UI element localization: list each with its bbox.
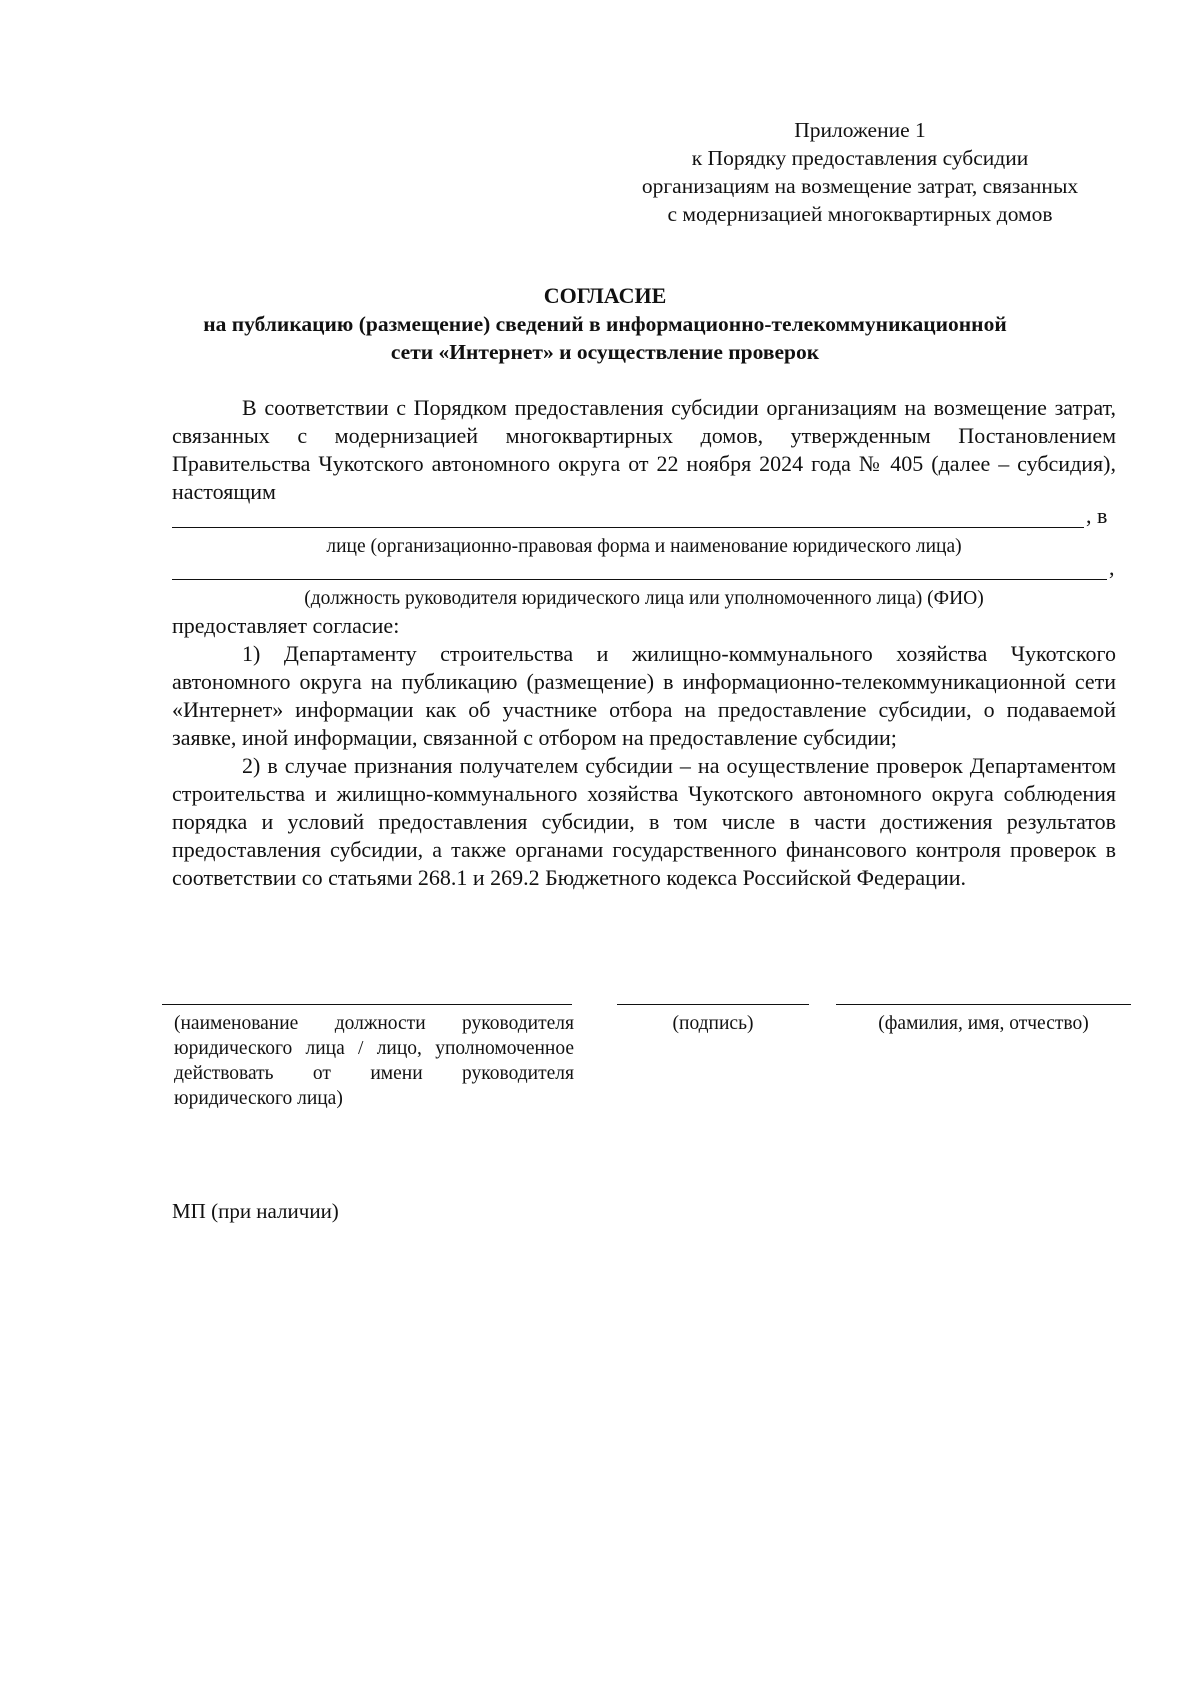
document-subtitle-line-1: на публикацию (размещение) сведений в информационно-телекоммуникационной (203, 312, 1007, 336)
position-signature-line[interactable] (162, 1004, 572, 1011)
organization-blank[interactable] (172, 527, 1084, 528)
consent-lead: предоставляет согласие: (172, 613, 400, 638)
document-body (172, 394, 1116, 892)
intro-paragraph: В соответствии с Порядком предоставления субсидии организациям на возмещение затрат, связанных с модернизацией многоквартирных домов, утвержденным Постановлением Правительства Чукотского автономного округа от 22 ноября 2024 года № 405 (далее – субсидия), настоящим (172, 395, 1116, 504)
representative-blank-tail: , (1109, 555, 1115, 580)
organization-fill-line (172, 503, 1116, 534)
stamp-note: МП (при наличии) (172, 1199, 339, 1223)
fio-signature-line[interactable] (836, 1004, 1131, 1011)
representative-caption: (должность руководителя юридического лица или уполномоченного лица) (ФИО) (304, 588, 984, 609)
fio-caption: (фамилия, имя, отчество) (878, 1013, 1089, 1034)
signature-fio-block (836, 1004, 1131, 1036)
document-title-block (150, 282, 1060, 366)
appendix-header (600, 116, 1120, 228)
organization-blank-tail: , в (1086, 503, 1108, 528)
appendix-line-3: организациям на возмещение затрат, связанных (641, 174, 1079, 198)
signature-sign-block (617, 1004, 809, 1036)
appendix-line-2: к Порядку предоставления субсидии (691, 146, 1029, 170)
consent-item-1: 1) Департаменту строительства и жилищно-коммунального хозяйства Чукотского автономного округа на публикацию (размещение) в информационно-телекоммуникационной сети «Интернет» информации как об участнике отбора на предоставление субсидии, о подаваемой заявке, иной информации, связанной с отбором на предоставление субсидии; (172, 641, 1116, 750)
appendix-line-1: Приложение 1 (794, 118, 926, 142)
representative-blank[interactable] (172, 579, 1107, 580)
sign-caption: (подпись) (672, 1013, 754, 1034)
representative-fill-line (172, 555, 1116, 586)
appendix-line-4: с модернизацией многоквартирных домов (667, 202, 1053, 226)
document-title: СОГЛАСИЕ (543, 283, 667, 308)
consent-item-2: 2) в случае признания получателем субсидии – на осуществление проверок Департаментом строительства и жилищно-коммунального хозяйства Чукотского автономного округа соблюдения порядка и условий предоставления субсидии, в том числе в части достижения результатов предоставления субсидии, а также органами государственного финансового контроля проверок в соответствии со статьями 268.1 и 269.2 Бюджетного кодекса Российской Федерации. (172, 753, 1116, 890)
organization-caption: лице (организационно-правовая форма и наименование юридического лица) (326, 536, 962, 557)
sign-signature-line[interactable] (617, 1004, 809, 1011)
document-subtitle-line-2: сети «Интернет» и осуществление проверок (390, 340, 820, 364)
position-caption: (наименование должности руководителя юридического лица / лицо, уполномоченное действовать от имени руководителя юридического лица) (174, 1013, 574, 1109)
signature-position-block (162, 1004, 572, 1111)
